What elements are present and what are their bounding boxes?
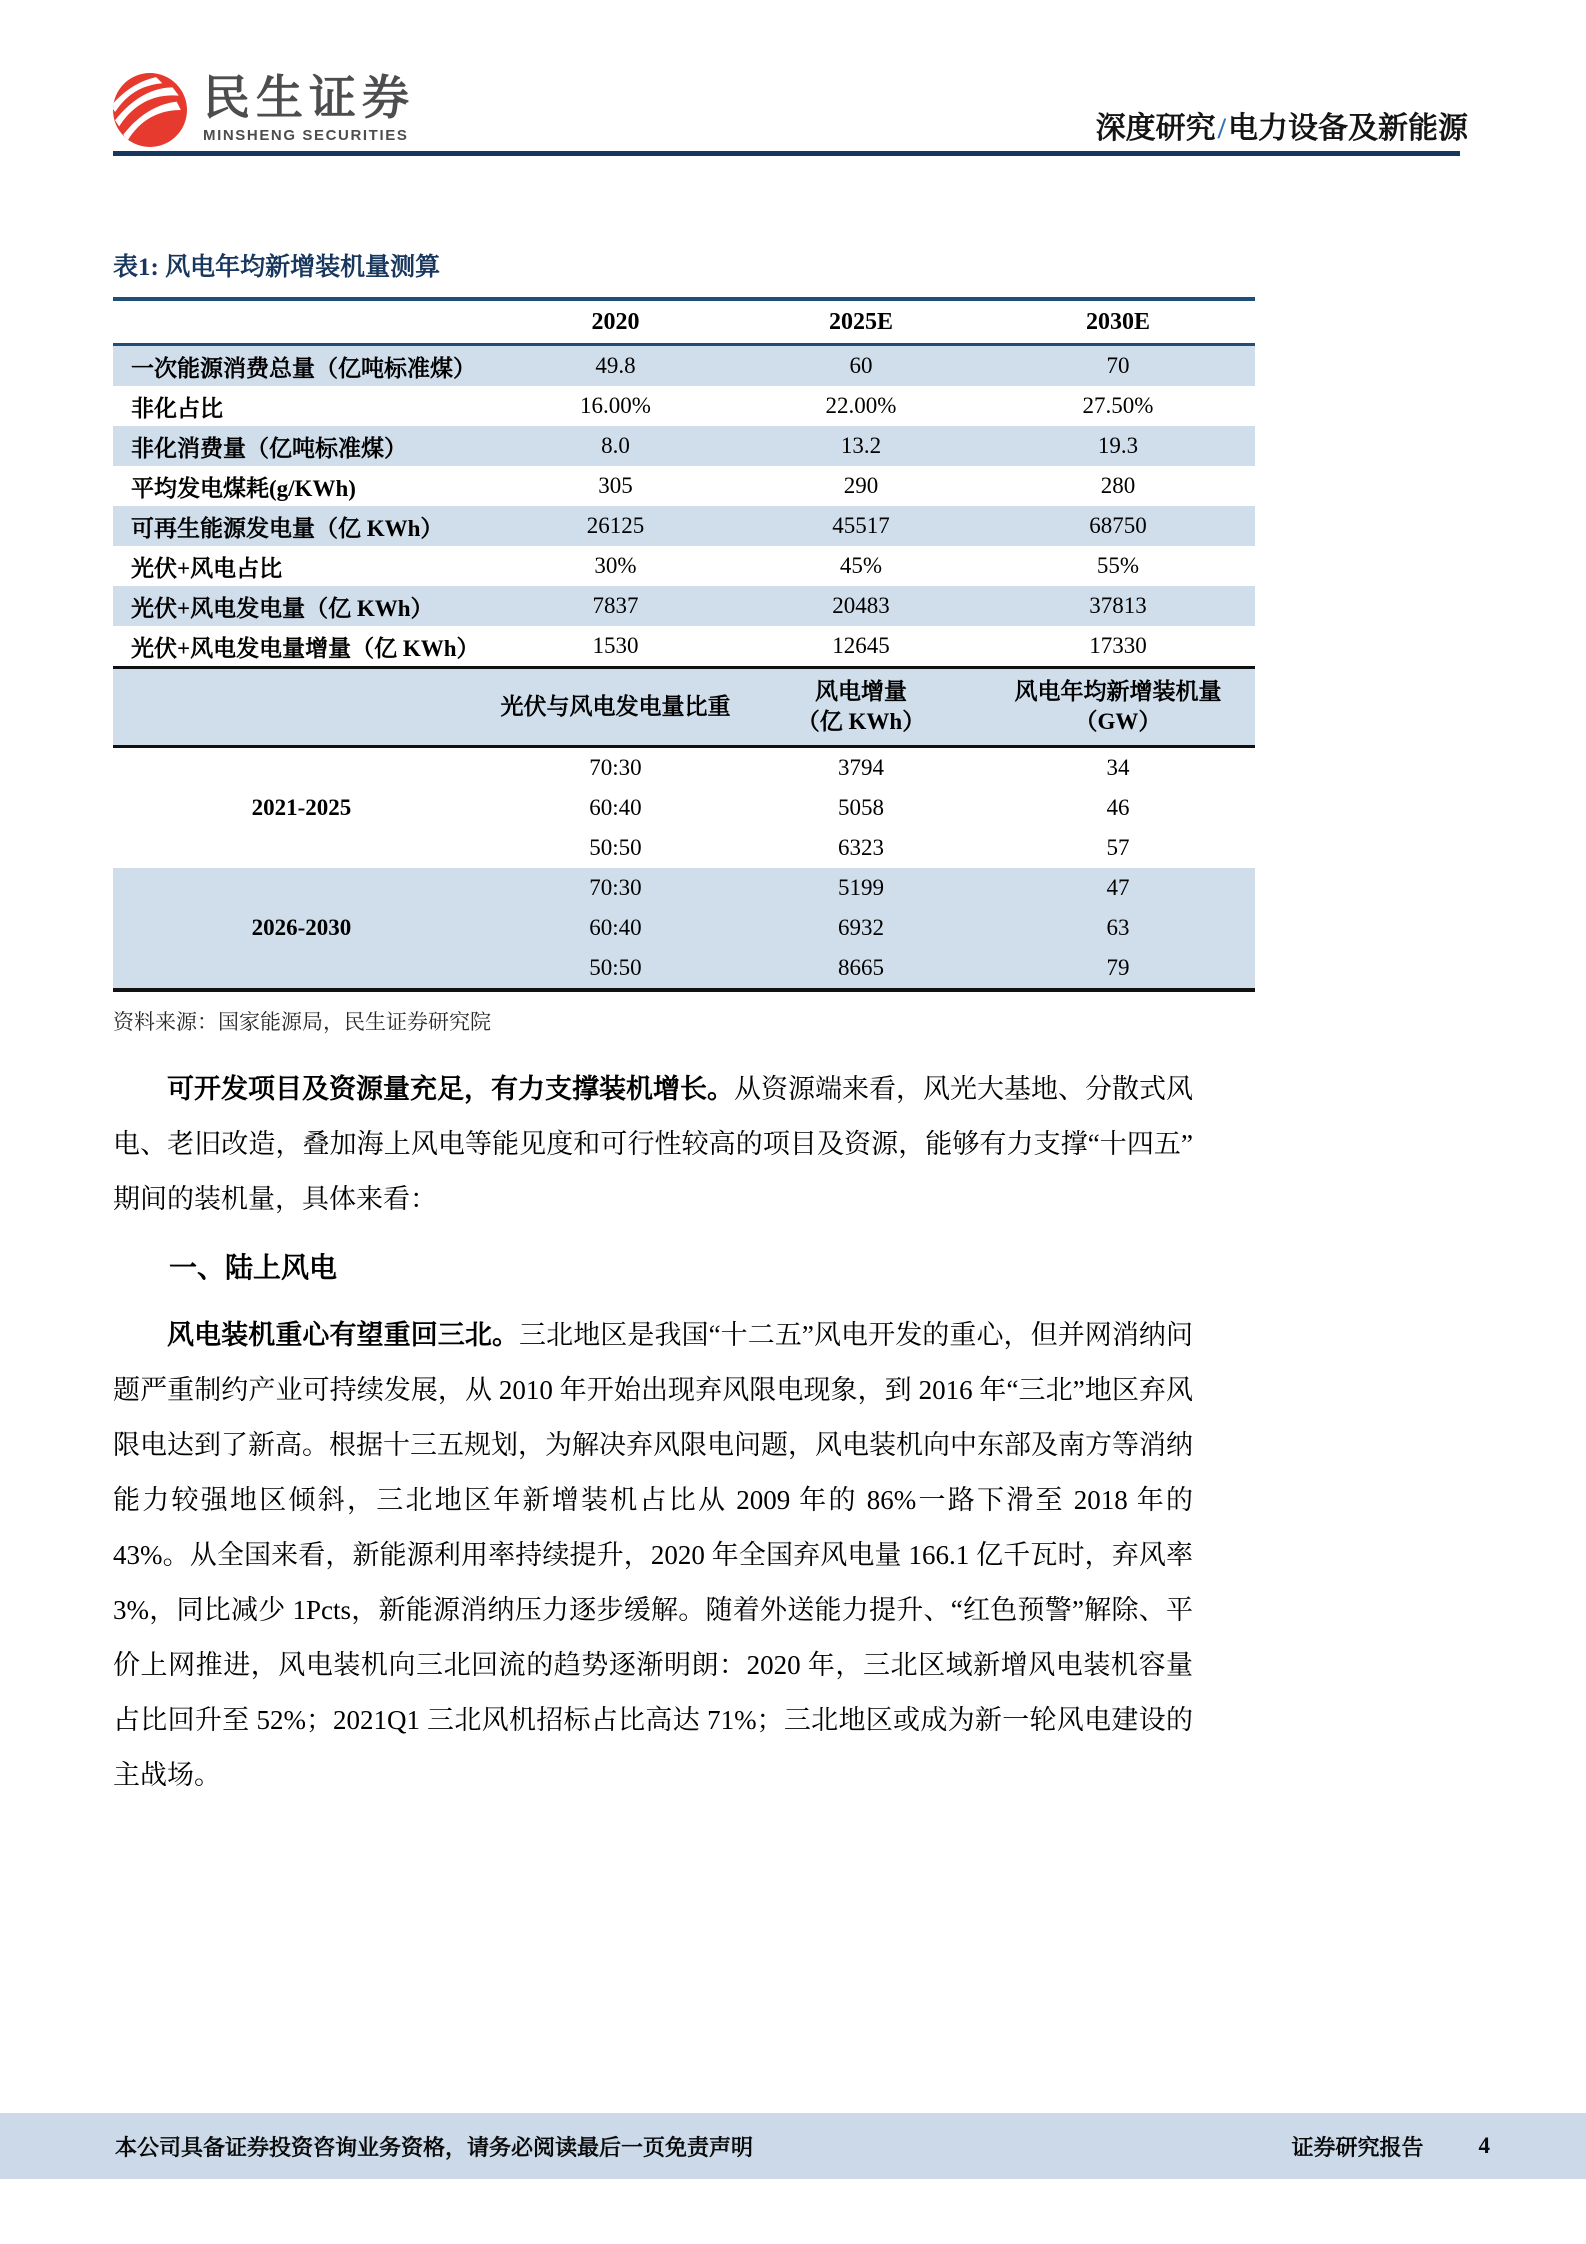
table-row (113, 466, 1255, 506)
period-label: 2021-2025 (251, 795, 352, 820)
cell-value: 46 (1106, 795, 1130, 820)
cell-value: 6932 (741, 908, 981, 948)
cell-value: 20483 (832, 593, 890, 618)
logo-chinese-name: 民生证券 (203, 71, 415, 124)
cell-value: 17330 (1089, 633, 1147, 658)
paragraph-overview (113, 1062, 1193, 1227)
cell-value: 13.2 (840, 433, 882, 458)
paragraph-text: 从资源端来看，风光大基地、分散式风电、老旧改造，叠加海上风电等能见度和可行性较高的项目及资源，能够有力支撑“十四五”期间的装机量，具体来看： (113, 1074, 1193, 1214)
cell-value: 70:30 (490, 868, 741, 908)
paragraph-lead: 可开发项目及资源量充足，有力支撑装机增长。 (167, 1074, 734, 1104)
cell-value: 5058 (838, 795, 884, 820)
cell-value: 63 (981, 908, 1255, 948)
col-wind-increment-line1: 风电增量 (815, 679, 907, 704)
table-row (113, 345, 1255, 387)
cell-value: 30% (594, 553, 637, 578)
cell-value: 57 (1106, 835, 1130, 860)
table-title: 表1: 风电年均新增装机量测算 (113, 254, 441, 281)
capacity-forecast-table-upper (113, 297, 1255, 666)
table-row (113, 506, 1255, 546)
table-row (113, 626, 1255, 666)
paragraph-onshore (113, 1308, 1193, 1803)
paragraph-text: 三北地区是我国“十二五”风电开发的重心，但并网消纳问题严重制约产业可持续发展，从 2010 年开始出现弃风限电现象，到 2016 年“三北”地区弃风限电达到了新高。根据十三五规划，为解决弃风限电问题，风电装机向中东部及南方等消纳能力较强地区倾斜，三北地区年新增装机占比从 2009 年的 86%一路下滑至 2018 年的 43%。从全国来看，新能源利用率持续提升，2020 年全国弃风电量 166.1 亿千瓦时，弃风率 3%，同比减少 1Pcts，新能源消纳压力逐步缓解。随着外送能力提升、“红色预警”解除、平价上网推进，风电装机向三北回流的趋势逐渐明朗：2020 年，三北区域新增风电装机容量占比回升至 52%；2021Q1 三北风机招标占比高达 71%；三北地区或成为新一轮风电建设的主战场。 (113, 1320, 1194, 1790)
footer-report-type: 证券研究报告 (1291, 2134, 1424, 2160)
logo-english-name: MINSHENG SECURITIES (203, 127, 409, 144)
paragraph-lead: 风电装机重心有望重回三北。 (167, 1320, 520, 1350)
cell-value: 55% (1096, 553, 1140, 578)
main-content (113, 0, 1255, 1803)
cell-value: 79 (981, 948, 1255, 990)
row-label: 光伏+风电发电量（亿 KWh） (131, 595, 434, 621)
table-row (113, 868, 1255, 908)
cell-value: 6323 (838, 835, 884, 860)
cell-value: 1530 (592, 633, 639, 658)
cell-value: 8665 (741, 948, 981, 990)
cell-value: 49.8 (595, 353, 636, 378)
cell-value: 60 (849, 353, 873, 378)
cell-value: 305 (598, 473, 633, 498)
cell-value: 70:30 (589, 755, 642, 780)
table-row (113, 386, 1255, 426)
cell-value: 3794 (838, 755, 884, 780)
cell-value: 47 (981, 868, 1255, 908)
row-label: 非化消费量（亿吨标准煤） (131, 435, 407, 461)
cell-value: 27.50% (1082, 393, 1154, 418)
table-row (113, 747, 1255, 789)
cell-value: 5199 (741, 868, 981, 908)
cell-value: 60:40 (490, 908, 741, 948)
col-wind-increment (741, 668, 981, 747)
table-row (113, 586, 1255, 626)
footer-disclaimer: 本公司具备证券投资咨询业务资格，请务必阅读最后一页免责声明 (115, 2134, 754, 2160)
cell-value: 45% (839, 553, 883, 578)
period-label: 2026-2030 (113, 868, 490, 990)
table-row (113, 426, 1255, 466)
cell-value: 19.3 (1097, 433, 1139, 458)
cell-value: 34 (1106, 755, 1130, 780)
cell-value: 7837 (592, 593, 639, 618)
category-right: 电力设备及新能源 (1228, 112, 1468, 145)
cell-value: 26125 (586, 513, 645, 538)
cell-value: 16.00% (580, 393, 651, 418)
row-label: 光伏+风电发电量增量（亿 KWh） (131, 635, 480, 661)
cell-value: 60:40 (589, 795, 642, 820)
row-label: 平均发电煤耗(g/KWh) (131, 475, 356, 501)
capacity-forecast-table-lower (113, 666, 1255, 992)
category-left: 深度研究 (1095, 112, 1216, 145)
page-number: 4 (1478, 2133, 1490, 2158)
col-annual-gw: 风电年均新增装机量（GW） (981, 668, 1255, 747)
cell-value: 12645 (832, 633, 890, 658)
row-label: 光伏+风电占比 (131, 555, 283, 581)
cell-value: 8.0 (601, 433, 630, 458)
category-separator: / (1217, 112, 1226, 145)
cell-value: 68750 (1089, 513, 1147, 538)
cell-value: 50:50 (490, 948, 741, 990)
cell-value: 280 (1100, 473, 1136, 498)
cell-value: 70 (1106, 353, 1130, 378)
cell-value: 37813 (1089, 593, 1147, 618)
year-header-row (113, 299, 1255, 345)
col-2025e: 2025E (741, 299, 981, 345)
page-footer (0, 2113, 1586, 2179)
cell-value: 290 (843, 473, 879, 498)
cell-value: 45517 (832, 513, 890, 538)
section-heading-onshore-wind: 一、陆上风电 (169, 1253, 338, 1284)
col-2030e: 2030E (981, 299, 1255, 345)
col-wind-increment-line2: （亿 KWh） (796, 709, 926, 734)
scenario-header-row (113, 668, 1255, 747)
cell-value: 50:50 (589, 835, 642, 860)
row-label: 一次能源消费总量（亿吨标准煤） (131, 355, 476, 381)
cell-value: 22.00% (825, 393, 897, 418)
col-2020: 2020 (490, 299, 741, 345)
col-ratio: 光伏与风电发电量比重 (490, 668, 741, 747)
table-row (113, 546, 1255, 586)
row-label: 非化占比 (131, 395, 223, 421)
row-label: 可再生能源发电量（亿 KWh） (131, 515, 444, 541)
table-source: 资料来源：国家能源局，民生证券研究院 (113, 1010, 491, 1034)
